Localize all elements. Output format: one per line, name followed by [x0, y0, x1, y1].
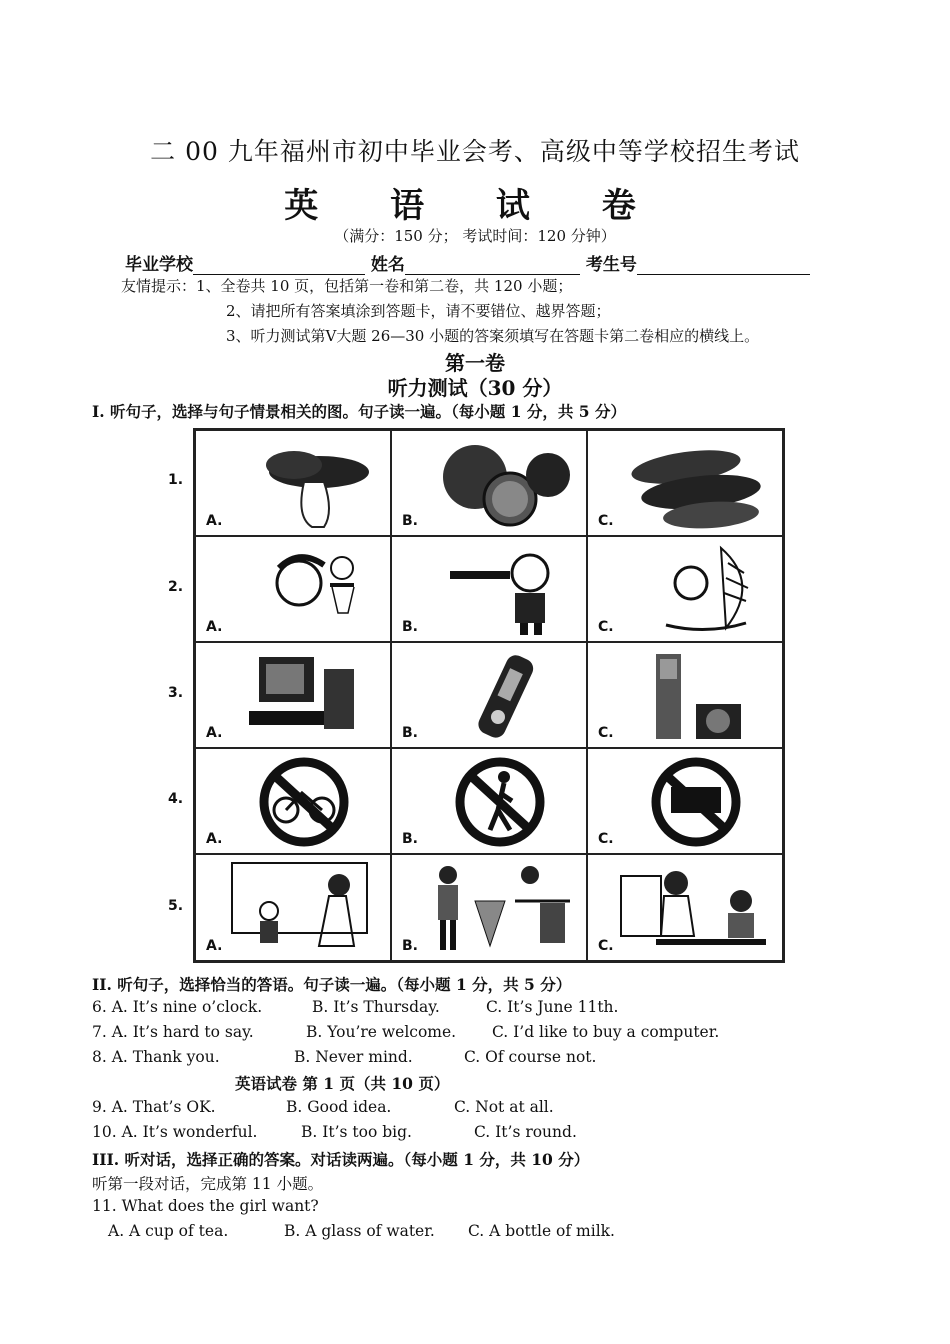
q11-option-a[interactable]: A. A cup of tea. [108, 1222, 229, 1240]
picture-5a[interactable] [195, 854, 391, 961]
q11-option-c[interactable]: C. A bottle of milk. [468, 1222, 615, 1240]
row-number-5: 5. [168, 898, 184, 914]
picture-2a[interactable] [195, 536, 391, 642]
school-label: 毕业学校 [125, 255, 193, 275]
q9-option-c[interactable]: C. Not at all. [454, 1098, 554, 1116]
tip-line-2: 2、请把所有答案填涂到答题卡，请不要错位、越界答题； [226, 302, 611, 320]
picture-4a[interactable] [195, 748, 391, 854]
candidate-number-field[interactable] [637, 256, 810, 275]
picture-3c[interactable] [587, 642, 783, 748]
windsurfing-icon [616, 543, 776, 637]
tip-line-3: 3、听力测试第Ⅴ大题 26—30 小题的答案须填写在答题卡第二卷相应的横线上。 [226, 327, 760, 345]
tip-line-1: 友情提示：1、全卷共 10 页，包括第一卷和第二卷，共 120 小题； [121, 277, 573, 295]
picture-3a[interactable] [195, 642, 391, 748]
label-b: B. [402, 513, 418, 529]
picture-1a[interactable] [195, 430, 391, 536]
no-cars-icon [616, 755, 776, 849]
label-a: A. [206, 513, 223, 529]
q8-option-a[interactable]: 8. A. Thank you. [92, 1048, 220, 1066]
q10-option-b[interactable]: B. It’s too big. [301, 1123, 412, 1141]
row-number-3: 3. [168, 685, 184, 701]
picture-2c[interactable] [587, 536, 783, 642]
label-c: C. [598, 725, 614, 741]
picture-4b[interactable] [391, 748, 587, 854]
part3-heading: III. 听对话，选择正确的答案。对话读两遍。（每小题 1 分，共 10 分） [92, 1150, 590, 1169]
label-c: C. [598, 513, 614, 529]
q7-option-b[interactable]: B. You’re welcome. [306, 1023, 457, 1041]
basketball-player-icon [224, 543, 384, 637]
picture-5c[interactable] [587, 854, 783, 961]
part3-intro: 听第一段对话，完成第 11 小题。 [92, 1175, 324, 1193]
name-label: 姓名 [370, 255, 405, 275]
label-b: B. [402, 725, 418, 741]
q8-option-c[interactable]: C. Of course not. [464, 1048, 597, 1066]
candidate-number-label: 考生号 [585, 255, 637, 275]
section-title: 听力测试（30 分） [387, 376, 563, 400]
row-number-4: 4. [168, 791, 184, 807]
exam-subject-title: 英 语 试 卷 [284, 186, 666, 226]
q8-option-b[interactable]: B. Never mind. [294, 1048, 413, 1066]
q6-option-c[interactable]: C. It’s June 11th. [486, 998, 619, 1016]
q7-option-c[interactable]: C. I’d like to buy a computer. [492, 1023, 720, 1041]
mp3-player-icon [420, 649, 580, 743]
picture-1c[interactable] [587, 430, 783, 536]
picture-2b[interactable] [391, 536, 587, 642]
no-bicycle-icon [224, 755, 384, 849]
cleaning-room-icon [224, 861, 384, 955]
q7-option-a[interactable]: 7. A. It’s hard to say. [92, 1023, 254, 1041]
q6-option-a[interactable]: 6. A. It’s nine o’clock. [92, 998, 263, 1016]
row-number-1: 1. [168, 472, 184, 488]
label-c: C. [598, 619, 614, 635]
label-b: B. [402, 831, 418, 847]
no-walking-icon [420, 755, 580, 849]
picture-3b[interactable] [391, 642, 587, 748]
exam-meta: （满分：150 分； 考试时间：120 分钟） [334, 227, 616, 245]
picture-4c[interactable] [587, 748, 783, 854]
school-field[interactable] [193, 256, 365, 275]
air-conditioner-icon [616, 649, 776, 743]
cooking-kitchen-icon [616, 861, 776, 955]
picture-5b[interactable] [391, 854, 587, 961]
computer-icon [224, 649, 384, 743]
label-b: B. [402, 619, 418, 635]
part1-heading: I. 听句子，选择与句子情景相关的图。句子读一遍。（每小题 1 分，共 5 分） [92, 402, 626, 421]
q9-option-a[interactable]: 9. A. That’s OK. [92, 1098, 216, 1116]
clothes-shopping-icon [420, 861, 580, 955]
label-a: A. [206, 725, 223, 741]
q9-option-b[interactable]: B. Good idea. [286, 1098, 392, 1116]
q6-option-b[interactable]: B. It’s Thursday. [312, 998, 440, 1016]
carrots-icon [616, 437, 776, 531]
page-footer: 英语试卷 第 1 页（共 10 页） [235, 1074, 450, 1093]
part2-heading: II. 听句子，选择恰当的答语。句子读一遍。（每小题 1 分，共 5 分） [92, 975, 572, 994]
q10-option-c[interactable]: C. It’s round. [474, 1123, 577, 1141]
label-b: B. [402, 938, 418, 954]
oranges-icon [420, 437, 580, 531]
label-a: A. [206, 938, 223, 954]
volume-title: 第一卷 [445, 351, 505, 375]
label-c: C. [598, 831, 614, 847]
q10-option-a[interactable]: 10. A. It’s wonderful. [92, 1123, 258, 1141]
q11-option-b[interactable]: B. A glass of water. [284, 1222, 435, 1240]
label-a: A. [206, 831, 223, 847]
picture-grid [193, 428, 785, 963]
q11-question: 11. What does the girl want? [92, 1197, 319, 1215]
row-number-2: 2. [168, 579, 184, 595]
cabbage-icon [224, 437, 384, 531]
label-c: C. [598, 938, 614, 954]
shooting-icon [420, 543, 580, 637]
name-field[interactable] [405, 256, 580, 275]
label-a: A. [206, 619, 223, 635]
candidate-fields [125, 250, 810, 275]
picture-1b[interactable] [391, 430, 587, 536]
exam-title: 二 00 九年福州市初中毕业会考、高级中等学校招生考试 [150, 137, 800, 166]
